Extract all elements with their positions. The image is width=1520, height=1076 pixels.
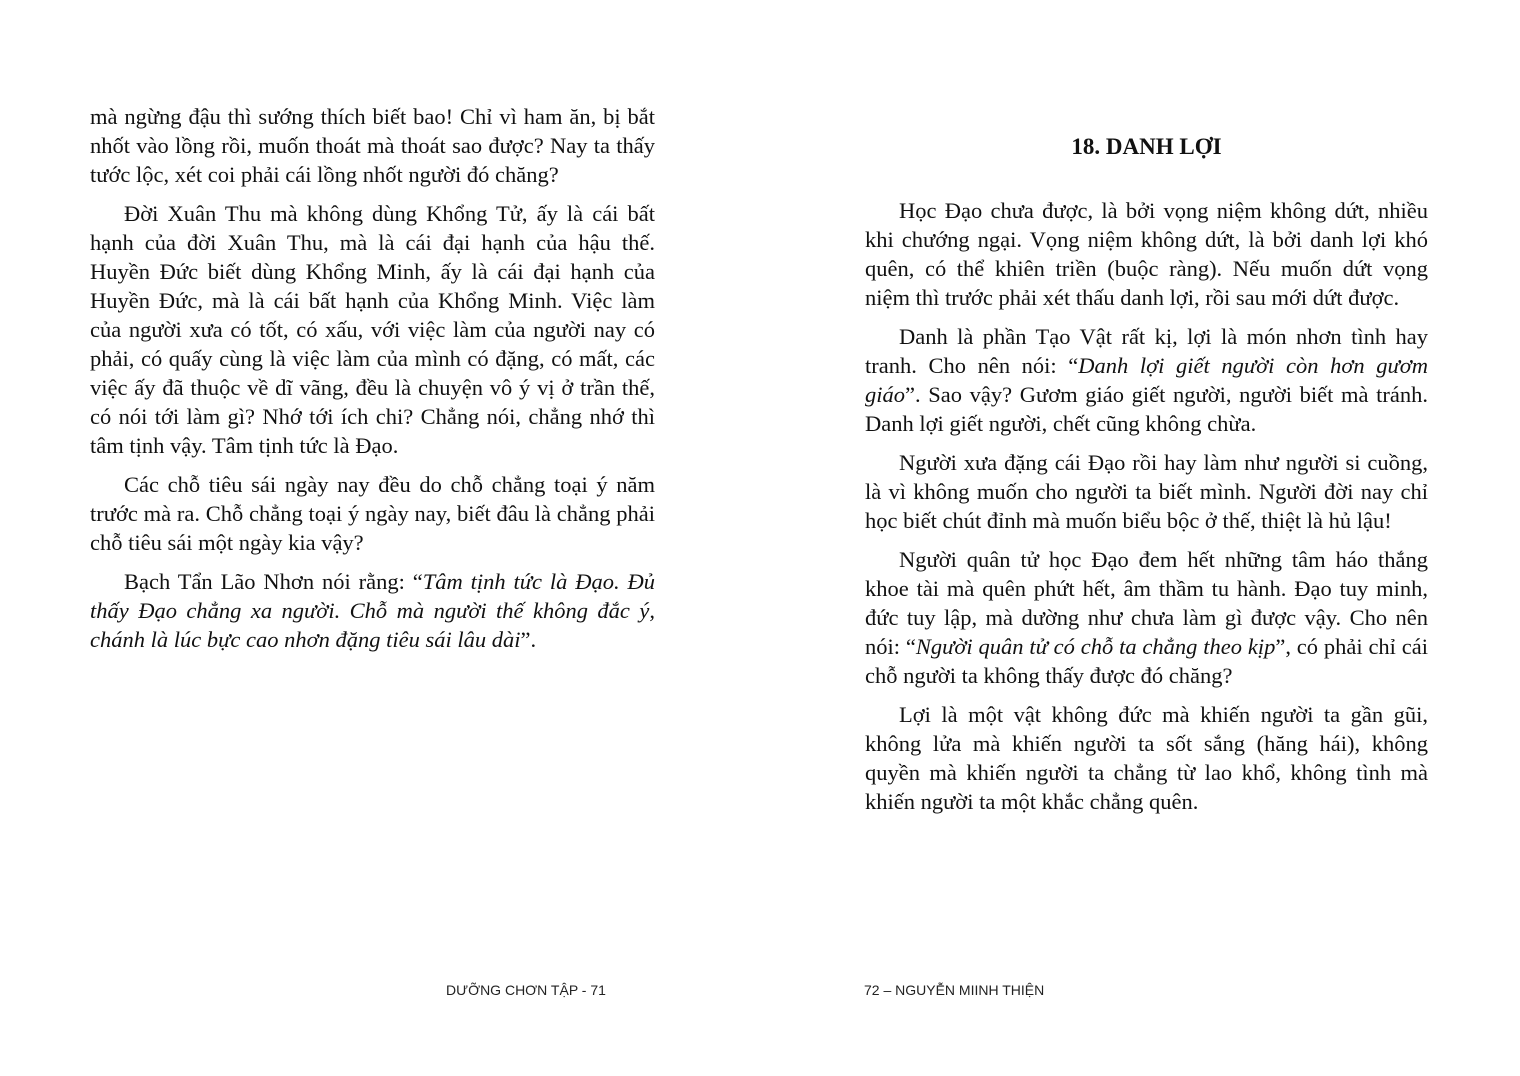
right-paragraph-2-text-b: ”. Sao vậy? Gươm giáo giết người, người biết mà tránh. Danh lợi giết người, chết cũng không chừa.	[865, 382, 1428, 436]
left-paragraph-4-text-a: Bạch Tẩn Lão Nhơn nói rằng: “	[124, 569, 423, 594]
right-paragraph-1	[865, 196, 1428, 312]
right-page-footer: 72 – NGUYỄN MIINH THIỆN	[864, 982, 1045, 998]
right-paragraph-4-text-b: ”, có phải chỉ cái chỗ người ta không thấy được đó chăng?	[865, 634, 1428, 688]
left-paragraph-2-text: Đời Xuân Thu mà không dùng Khổng Tử, ấy là cái bất hạnh của đời Xuân Thu, mà là cái đại hạnh của hậu thế. Huyền Đức biết dùng Khổng Minh, ấy là cái đại hạnh của Huyền Đức, mà là cái bất hạnh của Khổng Minh. Việc làm của người xưa có tốt, có xấu, với việc làm của người nay có phải, có quấy cùng là việc làm của mình có đặng, có mất, các việc ấy đã thuộc về dĩ vãng, đều là chuyện vô ý vị ở trần thế, có nói tới làm gì? Nhớ tới ích chi? Chẳng nói, chẳng nhớ thì tâm tịnh vậy. Tâm tịnh tức là Đạo.	[90, 201, 655, 458]
right-paragraph-3	[865, 448, 1428, 535]
left-paragraph-4-text-b: ”.	[520, 627, 537, 652]
right-paragraph-5	[865, 700, 1428, 816]
right-paragraph-2-text-a: Danh là phần Tạo Vật rất kị, lợi là món nhơn tình hay tranh. Cho nên nói: “	[865, 324, 1428, 378]
left-paragraph-3-text: Các chỗ tiêu sái ngày nay đều do chỗ chẳng toại ý năm trước mà ra. Chỗ chẳng toại ý ngày nay, biết đâu là chẳng phải chỗ tiêu sái một ngày kia vậy?	[90, 472, 655, 555]
right-paragraph-5-text: Lợi là một vật không đức mà khiến người ta gần gũi, không lửa mà khiến người ta sốt sắng (hăng hái), không quyền mà khiến người ta chẳng từ lao khổ, không tình mà khiến người ta một khắc chẳng quên.	[865, 702, 1428, 814]
right-paragraph-4-text-a: Người quân tử học Đạo đem hết những tâm háo thắng khoe tài mà quên phứt hết, âm thầm tu hành. Đạo tuy minh, đức tuy lập, mà dường như chưa làm gì được vậy. Cho nên nói: “	[865, 547, 1428, 659]
left-page-footer: DƯỠNG CHƠN TẬP - 71	[446, 982, 606, 998]
left-paragraph-1	[90, 102, 655, 189]
left-paragraph-2	[90, 199, 655, 460]
chapter-title: 18. DANH LỢI	[1071, 134, 1222, 159]
right-paragraph-1-text: Học Đạo chưa được, là bởi vọng niệm không dứt, nhiều khi chướng ngại. Vọng niệm không dứt, là bởi danh lợi khó quên, có thể khiên triền (buộc ràng). Nếu muốn dứt vọng niệm thì trước phải xét thấu danh lợi, rồi sau mới dứt được.	[865, 198, 1428, 310]
right-page-text	[865, 132, 1428, 826]
left-paragraph-4	[90, 567, 655, 654]
left-paragraph-4-quote: Tâm tịnh tức là Đạo. Đủ thấy Đạo chẳng xa người. Chỗ mà người thế không đắc ý, chánh là lúc bực cao nhơn đặng tiêu sái lâu dài	[90, 569, 655, 652]
left-paragraph-1-text: mà ngừng đậu thì sướng thích biết bao! Chỉ vì ham ăn, bị bắt nhốt vào lồng rồi, muốn thoát mà thoát sao được? Nay ta thấy tước lộc, xét coi phải cái lồng nhốt người đó chăng?	[90, 104, 655, 187]
right-page	[760, 0, 1520, 1076]
right-paragraph-4-quote: Người quân tử có chỗ ta chẳng theo kịp	[915, 634, 1276, 659]
right-paragraph-2-quote: Danh lợi giết người còn hơn gươm giáo	[865, 353, 1428, 407]
left-paragraph-3	[90, 470, 655, 557]
right-paragraph-3-text: Người xưa đặng cái Đạo rồi hay làm như người si cuồng, là vì không muốn cho người ta biết mình. Người đời nay chỉ học biết chút đỉnh mà muốn biểu bộc ở thế, thiệt là hủ lậu!	[865, 450, 1428, 533]
right-paragraph-4	[865, 545, 1428, 690]
left-page-text	[90, 102, 655, 664]
right-paragraph-2	[865, 322, 1428, 438]
